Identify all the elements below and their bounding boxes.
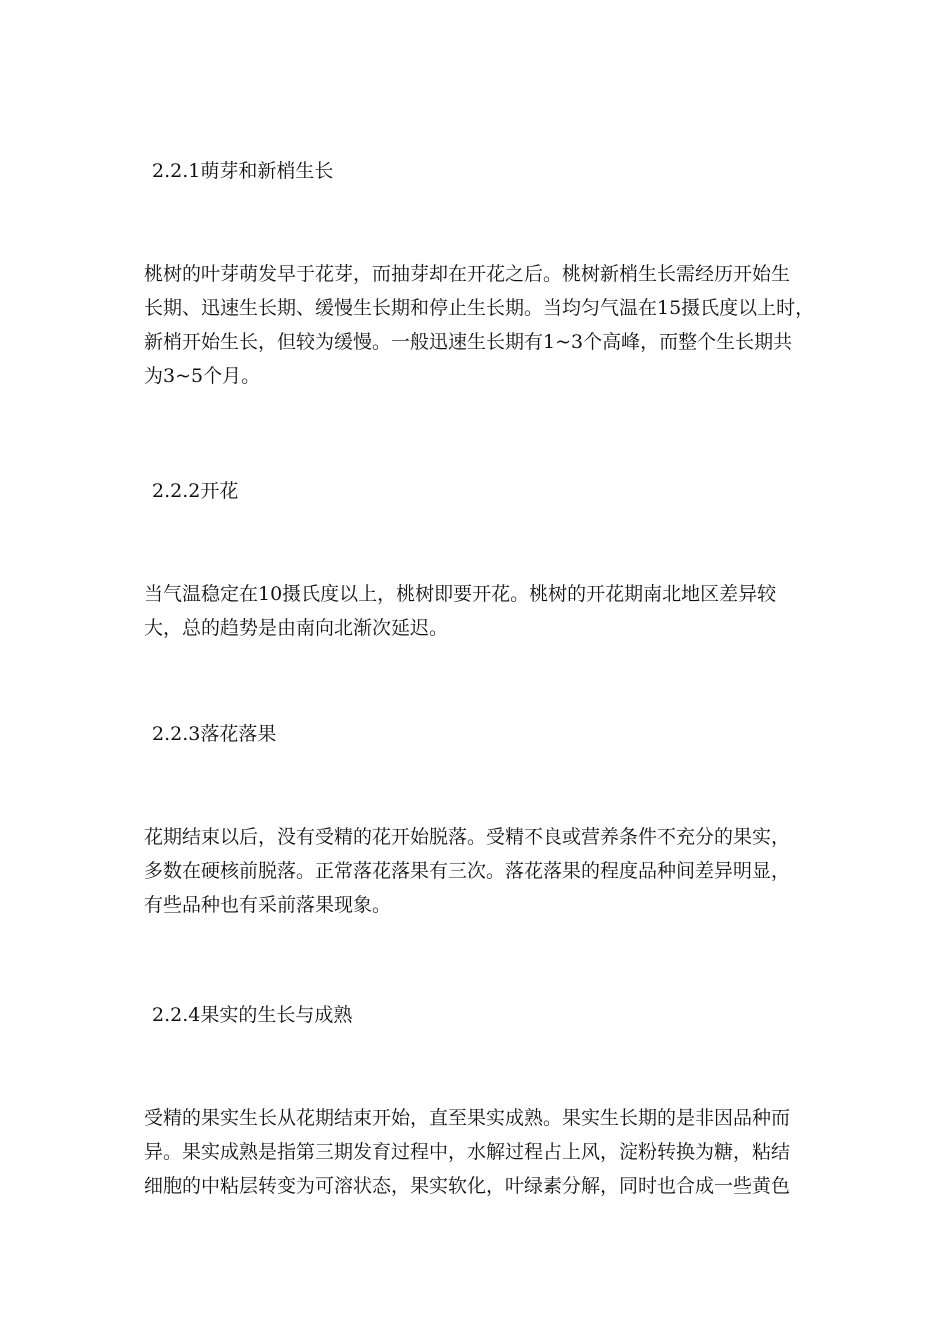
section-paragraph-2-2-2 (144, 577, 824, 645)
section-paragraph-2-2-1 (144, 257, 824, 393)
section-heading-2-2-3: 2.2.3落花落果 (152, 723, 277, 745)
paragraph-line: 桃树的叶芽萌发早于花芽，而抽芽却在开花之后。桃树新梢生长需经历开始生 (144, 263, 791, 285)
paragraph-line: 当气温稳定在10摄氏度以上，桃树即要开花。桃树的开花期南北地区差异较 (144, 583, 777, 605)
paragraph-line: 有些品种也有采前落果现象。 (144, 894, 392, 916)
paragraph-line: 长期、迅速生长期、缓慢生长期和停止生长期。当均匀气温在15摄氏度以上时， (144, 297, 815, 319)
section-paragraph-2-2-4 (144, 1101, 824, 1203)
paragraph-line: 为3~5个月。 (144, 365, 261, 387)
paragraph-line: 花期结束以后，没有受精的花开始脱落。受精不良或营养条件不充分的果实， (144, 826, 791, 848)
paragraph-line: 受精的果实生长从花期结束开始，直至果实成熟。果实生长期的是非因品种而 (144, 1107, 791, 1129)
section-heading-2-2-1: 2.2.1萌芽和新梢生长 (152, 160, 334, 182)
paragraph-line: 新梢开始生长，但较为缓慢。一般迅速生长期有1~3个高峰，而整个生长期共 (144, 331, 793, 353)
paragraph-line: 异。果实成熟是指第三期发育过程中，水解过程占上风，淀粉转换为糖，粘结 (144, 1141, 791, 1163)
paragraph-line: 多数在硬核前脱落。正常落花落果有三次。落花落果的程度品种间差异明显， (144, 860, 791, 882)
paragraph-line: 细胞的中粘层转变为可溶状态，果实软化，叶绿素分解，同时也合成一些黄色 (144, 1175, 791, 1197)
section-heading-2-2-4: 2.2.4果实的生长与成熟 (152, 1004, 353, 1026)
section-paragraph-2-2-3 (144, 820, 824, 922)
paragraph-line: 大，总的趋势是由南向北渐次延迟。 (144, 617, 449, 639)
section-heading-2-2-2: 2.2.2开花 (152, 480, 239, 502)
